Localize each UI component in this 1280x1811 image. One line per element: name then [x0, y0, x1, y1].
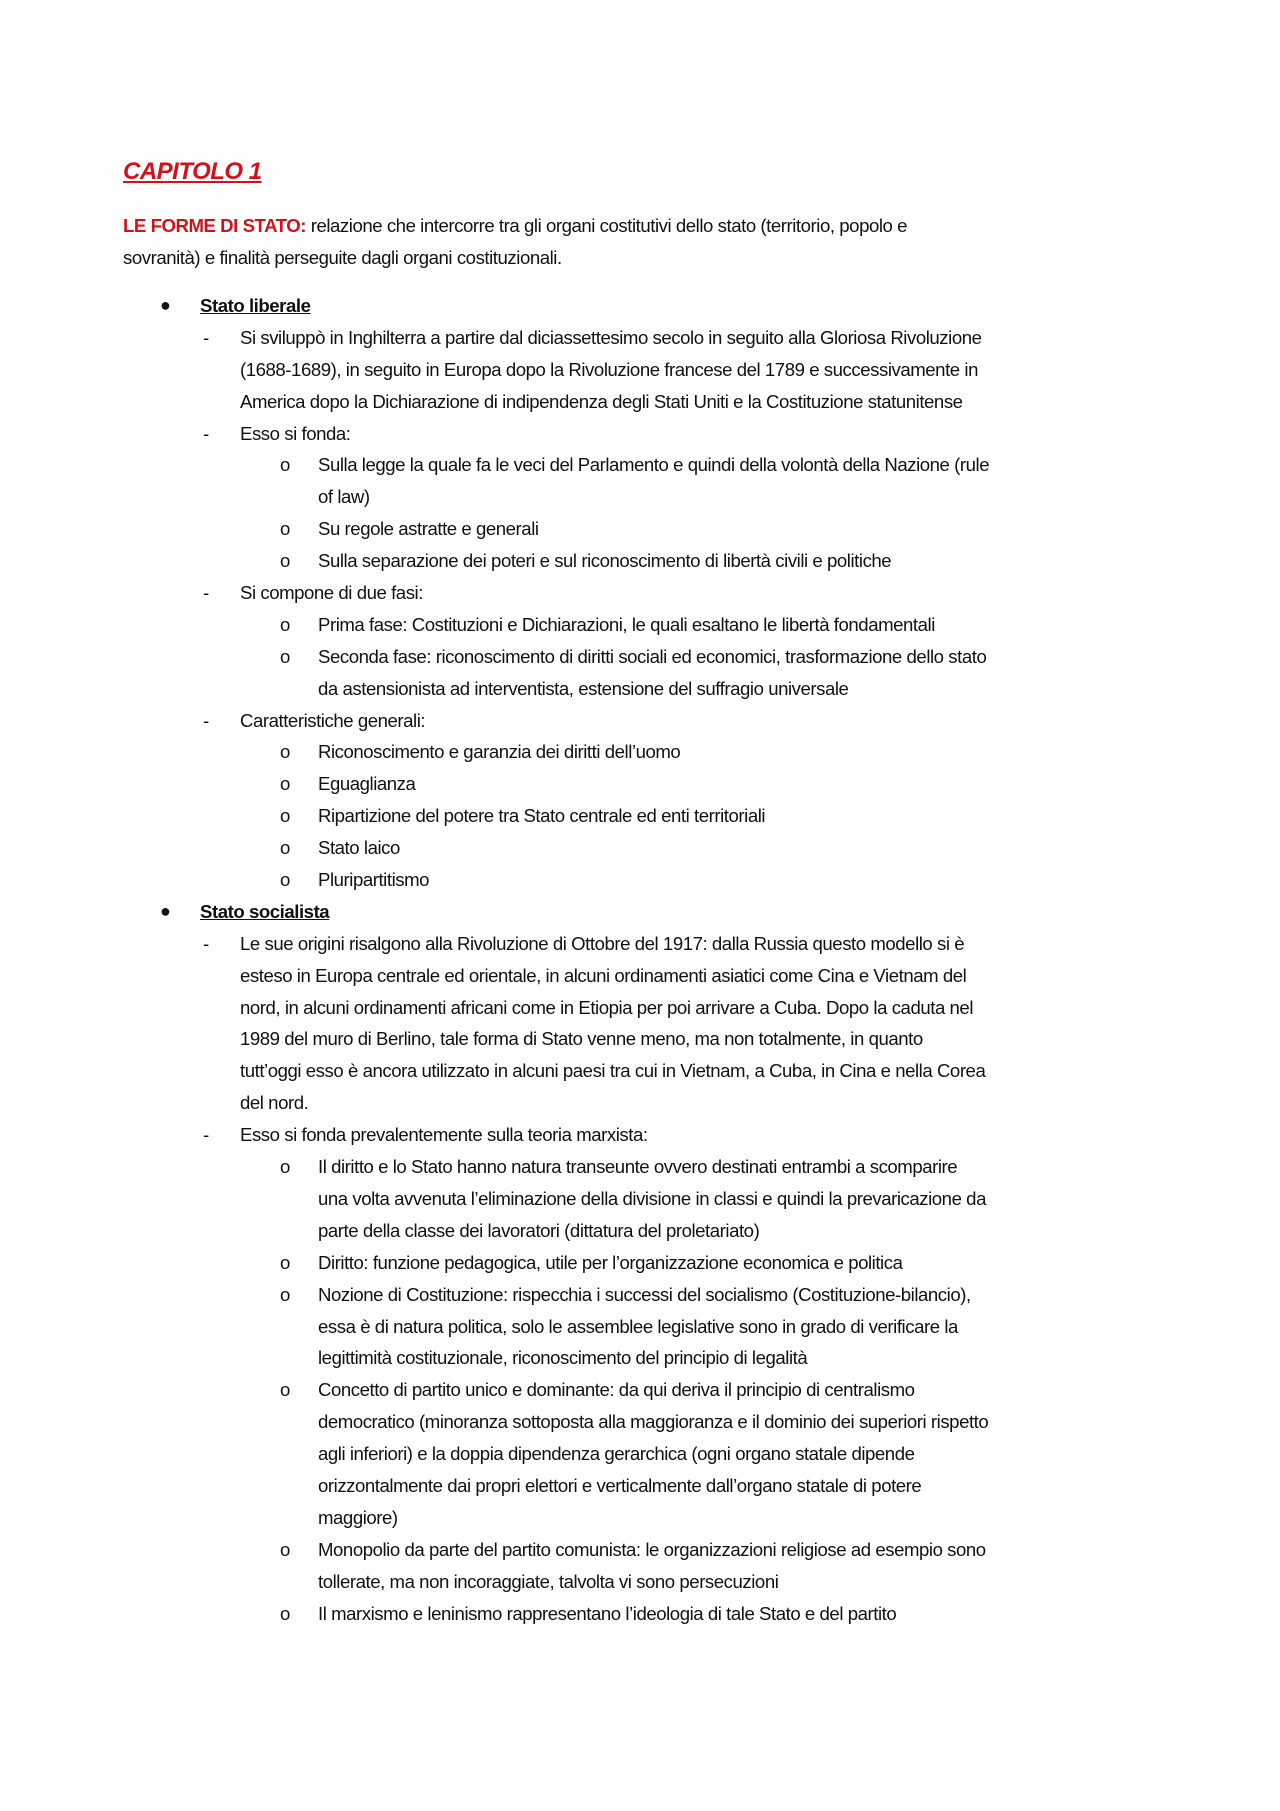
circle-marker-icon: o: [280, 1538, 290, 1560]
sub-list-item: [0, 864, 1280, 896]
list-item-text: Sulla separazione dei poteri e sul riconoscimento di libertà civili e politiche: [318, 550, 892, 572]
list-item: [0, 992, 1280, 1024]
sub-list-item: [0, 449, 1280, 481]
list-item-text: Eguaglianza: [318, 773, 416, 795]
sub-list-item: [0, 1598, 1280, 1630]
list-item: [0, 577, 1280, 609]
intro-line: sovranità) e finalità perseguite dagli organi costituzionali.: [123, 246, 562, 268]
sub-list-item: [0, 641, 1280, 673]
sub-list-item: [0, 1374, 1280, 1406]
circle-marker-icon: o: [280, 837, 290, 859]
list-item-text: Prima fase: Costituzioni e Dichiarazioni, le quali esaltano le libertà fondamentali: [318, 613, 935, 635]
list-item-text: legittimità costituzionale, riconoscimento del principio di legalità: [318, 1347, 808, 1369]
list-item-text: Riconoscimento e garanzia dei diritti dell’uomo: [318, 741, 681, 763]
list-item-text: una volta avvenuta l’eliminazione della divisione in classi e quindi la prevaricazione da: [318, 1187, 986, 1209]
list-item: [0, 928, 1280, 960]
sub-list-item: [0, 1279, 1280, 1311]
list-item-text: 1989 del muro di Berlino, tale forma di Stato venne meno, ma non totalmente, in quanto: [240, 1028, 923, 1050]
intro-label: LE FORME DI STATO:: [123, 215, 306, 236]
sub-list-item: [0, 481, 1280, 513]
sub-list-item: [0, 1342, 1280, 1374]
sub-list-item: [0, 1470, 1280, 1502]
circle-marker-icon: o: [280, 869, 290, 891]
list-item-text: Sulla legge la quale fa le veci del Parlamento e quindi della volontà della Nazione (rule: [318, 454, 990, 476]
list-item-text: Esso si fonda prevalentemente sulla teoria marxista:: [240, 1124, 648, 1146]
sub-list-item: [0, 1151, 1280, 1183]
sub-list-item: [0, 1215, 1280, 1247]
section-heading-text: Stato liberale: [200, 295, 311, 316]
dash-marker-icon: -: [203, 422, 209, 444]
sub-list-item: [0, 1566, 1280, 1598]
list-item-text: Nozione di Costituzione: rispecchia i successi del socialismo (Costituzione-bilancio),: [318, 1283, 971, 1305]
sub-list-item: [0, 768, 1280, 800]
intro-paragraph: [123, 210, 907, 274]
list-item: [0, 418, 1280, 450]
list-item: [0, 354, 1280, 386]
list-item: [0, 1119, 1280, 1151]
circle-marker-icon: o: [280, 1602, 290, 1624]
circle-marker-icon: o: [280, 805, 290, 827]
section-heading-text: Stato socialista: [200, 900, 330, 922]
circle-marker-icon: o: [280, 741, 290, 763]
sub-list-item: [0, 545, 1280, 577]
sub-list-item: [0, 1534, 1280, 1566]
list-item-text: Si sviluppò in Inghilterra a partire dal diciassettesimo secolo in seguito alla Gloriosa Rivoluzione: [240, 326, 982, 348]
list-item-text: tutt’oggi esso è ancora utilizzato in alcuni paesi tra cui in Vietnam, a Cuba, in Cina e nella Corea: [240, 1060, 986, 1082]
sub-list-item: [0, 800, 1280, 832]
circle-marker-icon: o: [280, 518, 290, 540]
sub-list-item: [0, 1311, 1280, 1343]
sub-list-item: [0, 609, 1280, 641]
dash-marker-icon: -: [203, 1124, 209, 1146]
list-item-text: of law): [318, 486, 370, 508]
list-item-text: Il marxismo e leninismo rappresentano l’ideologia di tale Stato e del partito: [318, 1602, 897, 1624]
list-item-text: Si compone di due fasi:: [240, 582, 423, 604]
list-item-text: Seconda fase: riconoscimento di diritti sociali ed economici, trasformazione dello stato: [318, 645, 987, 667]
list-item-text: Le sue origini risalgono alla Rivoluzione di Ottobre del 1917: dalla Russia questo modello si è: [240, 932, 965, 954]
list-item-text: agli inferiori) e la doppia dipendenza gerarchica (ogni organo statale dipende: [318, 1443, 915, 1465]
list-item-text: Concetto di partito unico e dominante: da qui deriva il principio di centralismo: [318, 1379, 915, 1401]
circle-marker-icon: o: [280, 1156, 290, 1178]
list-item-text: parte della classe dei lavoratori (dittatura del proletariato): [318, 1219, 760, 1241]
dash-marker-icon: -: [203, 709, 209, 731]
list-item-text: nord, in alcuni ordinamenti africani come in Etiopia per poi arrivare a Cuba. Dopo la caduta nel: [240, 996, 974, 1018]
circle-marker-icon: o: [280, 550, 290, 572]
dash-marker-icon: -: [203, 582, 209, 604]
circle-marker-icon: o: [280, 1283, 290, 1305]
list-item-text: esteso in Europa centrale ed orientale, in alcuni ordinamenti asiatici come Cina e Vietnam del: [240, 964, 967, 986]
sub-list-item: [0, 673, 1280, 705]
list-item-text: Su regole astratte e generali: [318, 518, 539, 540]
list-item-text: Monopolio da parte del partito comunista: le organizzazioni religiose ad esempio sono: [318, 1538, 986, 1560]
list-item-text: tollerate, ma non incoraggiate, talvolta vi sono persecuzioni: [318, 1570, 779, 1592]
circle-marker-icon: o: [280, 1251, 290, 1273]
list-item: [0, 1023, 1280, 1055]
sub-list-item: [0, 1438, 1280, 1470]
list-item-text: da astensionista ad interventista, estensione del suffragio universale: [318, 677, 849, 699]
sub-list-item: [0, 736, 1280, 768]
section-heading: [0, 290, 1280, 322]
list-item-text: Esso si fonda:: [240, 422, 351, 444]
list-item-text: del nord.: [240, 1092, 309, 1114]
list-item: [0, 322, 1280, 354]
list-item-text: Diritto: funzione pedagogica, utile per l’organizzazione economica e politica: [318, 1251, 903, 1273]
sub-list-item: [0, 1247, 1280, 1279]
sub-list-item: [0, 832, 1280, 864]
bullet-icon: ●: [160, 295, 171, 315]
circle-marker-icon: o: [280, 645, 290, 667]
sub-list-item: [0, 1406, 1280, 1438]
sub-list-item: [0, 513, 1280, 545]
list-item-text: democratico (minoranza sottoposta alla maggioranza e il dominio dei superiori rispetto: [318, 1411, 989, 1433]
list-item-text: Stato laico: [318, 837, 400, 859]
list-item-text: (1688-1689), in seguito in Europa dopo la Rivoluzione francese del 1789 e successivamente in: [240, 358, 978, 380]
list-item: [0, 386, 1280, 418]
list-item-text: Ripartizione del potere tra Stato centrale ed enti territoriali: [318, 805, 766, 827]
list-item-text: essa è di natura politica, solo le assemblee legislative sono in grado di verificare la: [318, 1315, 958, 1337]
list-item-text: Pluripartitismo: [318, 869, 430, 891]
circle-marker-icon: o: [280, 1379, 290, 1401]
chapter-title: CAPITOLO 1: [123, 158, 262, 185]
list-item-text: Caratteristiche generali:: [240, 709, 426, 731]
sub-list-item: [0, 1502, 1280, 1534]
list-item: [0, 1087, 1280, 1119]
section-heading: [0, 896, 1280, 928]
list-item-text: Il diritto e lo Stato hanno natura transeunte ovvero destinati entrambi a scomparire: [318, 1156, 958, 1178]
list-item: [0, 960, 1280, 992]
list-item-text: maggiore): [318, 1506, 398, 1528]
intro-line: [123, 210, 907, 242]
sub-list-item: [0, 1183, 1280, 1215]
list-item: [0, 1055, 1280, 1087]
bullet-icon: ●: [160, 900, 171, 921]
circle-marker-icon: o: [280, 613, 290, 635]
circle-marker-icon: o: [280, 454, 290, 476]
list-item: [0, 705, 1280, 737]
document-body: [0, 290, 1280, 1629]
circle-marker-icon: o: [280, 773, 290, 795]
list-item-text: orizzontalmente dai propri elettori e verticalmente dall’organo statale di potere: [318, 1474, 922, 1496]
dash-marker-icon: -: [203, 932, 209, 954]
list-item-text: America dopo la Dichiarazione di indipendenza degli Stati Uniti e la Costituzione statunitense: [240, 390, 963, 412]
intro-text: relazione che intercorre tra gli organi costitutivi dello stato (territorio, popolo e: [306, 215, 908, 236]
dash-marker-icon: -: [203, 326, 209, 348]
